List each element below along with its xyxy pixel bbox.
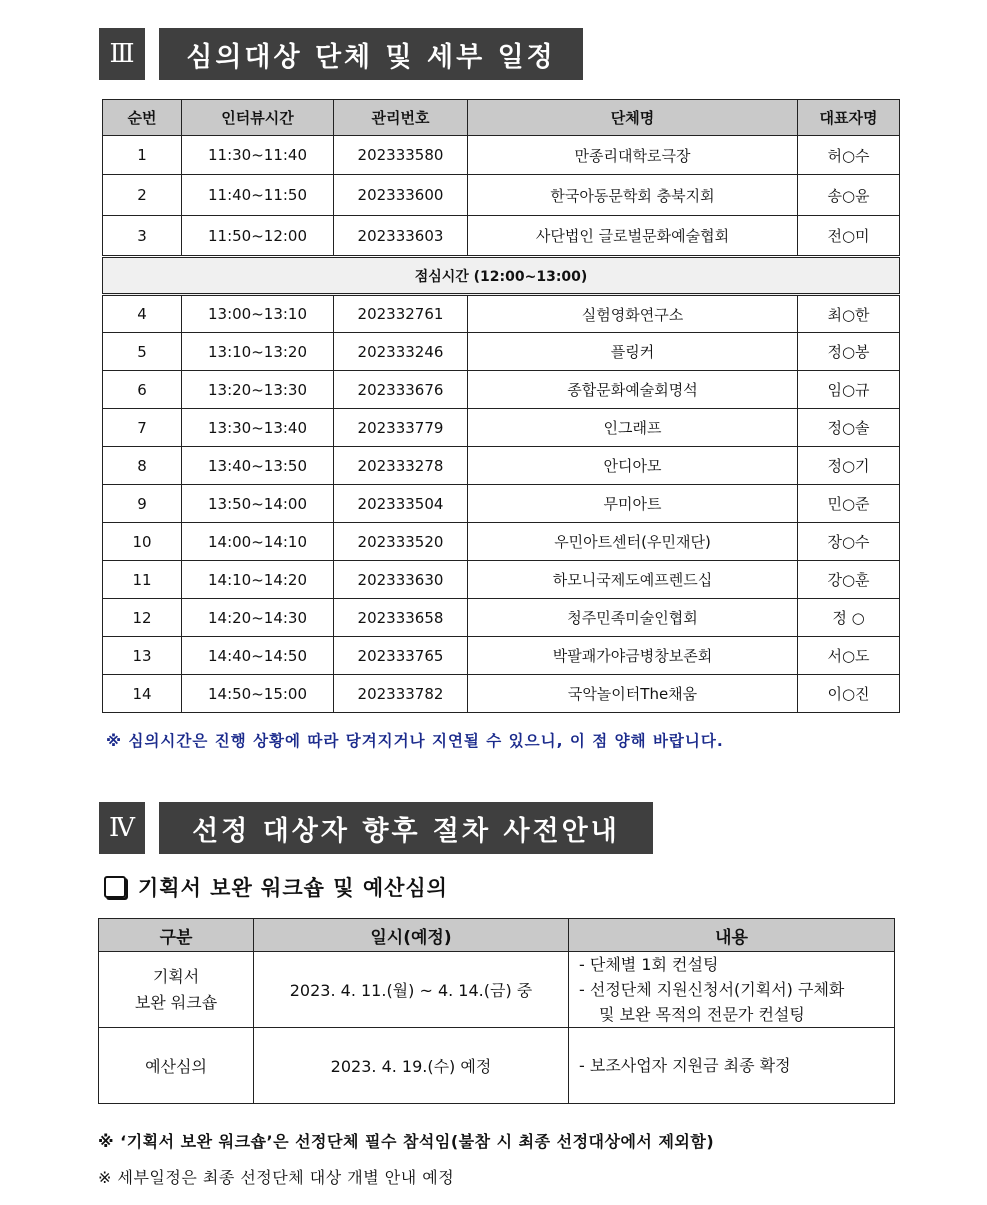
cell-number: 202333658	[334, 599, 468, 637]
cell-rep: 장○수	[798, 523, 900, 561]
cell-group: 국악놀이터The채움	[468, 675, 798, 713]
workshop-table	[98, 918, 895, 1104]
cell-order: 11	[103, 561, 182, 599]
table-row	[103, 295, 900, 333]
table-row	[103, 447, 900, 485]
checkbox-icon	[104, 876, 126, 898]
cell-group: 인그래프	[468, 409, 798, 447]
cell-group: 한국아동문학회 충북지회	[468, 175, 798, 216]
section-4-title: 선정 대상자 향후 절차 사전안내	[159, 802, 653, 854]
cell-group: 박팔괘가야금병창보존회	[468, 637, 798, 675]
cell-time: 13:40~13:50	[182, 447, 334, 485]
section-3-title: 심의대상 단체 및 세부 일정	[159, 28, 583, 80]
section-4-header	[99, 802, 653, 854]
content-line: - 단체별 1회 컨설팅	[579, 955, 719, 974]
cell-time: 13:10~13:20	[182, 333, 334, 371]
cell-time: 14:50~15:00	[182, 675, 334, 713]
cell-order: 13	[103, 637, 182, 675]
cell-date: 2023. 4. 11.(월) ~ 4. 14.(금) 중	[254, 952, 569, 1028]
cell-content	[569, 952, 895, 1028]
cell-rep: 이○진	[798, 675, 900, 713]
cell-rep: 송○윤	[798, 175, 900, 216]
cell-group: 우민아트센터(우민재단)	[468, 523, 798, 561]
cell-category: 예산심의	[99, 1028, 254, 1104]
footnote-schedule: ※ 세부일정은 최종 선정단체 대상 개별 안내 예정	[98, 1168, 455, 1187]
cell-number: 202333580	[334, 136, 468, 175]
cell-rep: 정 ○	[798, 599, 900, 637]
section-3-header	[99, 28, 583, 80]
subsection-title: 기획서 보완 워크숍 및 예산심의	[138, 876, 448, 900]
content-line: 및 보완 목적의 전문가 컨설팅	[599, 1005, 805, 1024]
table-row	[103, 561, 900, 599]
cell-order: 10	[103, 523, 182, 561]
cell-time: 14:10~14:20	[182, 561, 334, 599]
cell-rep: 강○훈	[798, 561, 900, 599]
cell-order: 3	[103, 216, 182, 257]
cell-rep: 허○수	[798, 136, 900, 175]
cell-category	[99, 952, 254, 1028]
cell-order: 5	[103, 333, 182, 371]
workshop-header-row	[99, 919, 895, 952]
cell-order: 8	[103, 447, 182, 485]
cell-order: 9	[103, 485, 182, 523]
cell-order: 1	[103, 136, 182, 175]
cell-order: 6	[103, 371, 182, 409]
cell-number: 202332761	[334, 295, 468, 333]
cell-time: 14:20~14:30	[182, 599, 334, 637]
cell-group: 청주민족미술인협회	[468, 599, 798, 637]
cell-order: 12	[103, 599, 182, 637]
cell-rep: 민○준	[798, 485, 900, 523]
table-row	[103, 371, 900, 409]
cell-time: 11:30~11:40	[182, 136, 334, 175]
schedule-table	[102, 99, 900, 713]
cell-group: 종합문화예술회명석	[468, 371, 798, 409]
cell-number: 202333603	[334, 216, 468, 257]
category-line: 기획서	[152, 966, 200, 986]
cell-number: 202333246	[334, 333, 468, 371]
table-row	[99, 1028, 895, 1104]
cell-date: 2023. 4. 19.(수) 예정	[254, 1028, 569, 1104]
cell-number: 202333278	[334, 447, 468, 485]
cell-rep: 정○기	[798, 447, 900, 485]
cell-number: 202333630	[334, 561, 468, 599]
cell-order: 2	[103, 175, 182, 216]
cell-time: 11:40~11:50	[182, 175, 334, 216]
header-group-name: 단체명	[468, 100, 798, 136]
header-content: 내용	[569, 919, 895, 952]
cell-group: 만종리대학로극장	[468, 136, 798, 175]
content-line: - 선정단체 지원신청서(기획서) 구체화	[579, 980, 845, 999]
header-interview-time: 인터뷰시간	[182, 100, 334, 136]
header-category: 구분	[99, 919, 254, 952]
cell-time: 11:50~12:00	[182, 216, 334, 257]
subsection-heading	[104, 872, 448, 902]
lunch-row	[103, 257, 900, 295]
cell-order: 7	[103, 409, 182, 447]
cell-number: 202333782	[334, 675, 468, 713]
cell-number: 202333765	[334, 637, 468, 675]
cell-content	[569, 1028, 895, 1104]
table-row	[99, 952, 895, 1028]
cell-time: 13:20~13:30	[182, 371, 334, 409]
cell-order: 4	[103, 295, 182, 333]
table-row	[103, 175, 900, 216]
cell-group: 사단법인 글로벌문화예술협회	[468, 216, 798, 257]
schedule-header-row	[103, 100, 900, 136]
content-line: - 보조사업자 지원금 최종 확정	[579, 1056, 791, 1075]
table-row	[103, 637, 900, 675]
schedule-note: ※ 심의시간은 진행 상황에 따라 당겨지거나 지연될 수 있으니, 이 점 양해 바랍니다.	[106, 732, 724, 750]
cell-rep: 임○규	[798, 371, 900, 409]
cell-group: 플링커	[468, 333, 798, 371]
cell-time: 13:30~13:40	[182, 409, 334, 447]
cell-number: 202333779	[334, 409, 468, 447]
cell-rep: 정○솔	[798, 409, 900, 447]
cell-group: 실험영화연구소	[468, 295, 798, 333]
table-row	[103, 333, 900, 371]
table-row	[103, 599, 900, 637]
cell-time: 13:50~14:00	[182, 485, 334, 523]
cell-group: 안디아모	[468, 447, 798, 485]
table-row	[103, 409, 900, 447]
cell-time: 13:00~13:10	[182, 295, 334, 333]
section-4-number: Ⅳ	[99, 802, 145, 854]
cell-rep: 서○도	[798, 637, 900, 675]
table-row	[103, 216, 900, 257]
cell-rep: 최○한	[798, 295, 900, 333]
cell-rep: 정○봉	[798, 333, 900, 371]
cell-number: 202333676	[334, 371, 468, 409]
table-row	[103, 485, 900, 523]
cell-number: 202333504	[334, 485, 468, 523]
cell-number: 202333520	[334, 523, 468, 561]
table-row	[103, 675, 900, 713]
cell-group: 하모니국제도예프렌드십	[468, 561, 798, 599]
header-order: 순번	[103, 100, 182, 136]
table-row	[103, 136, 900, 175]
footnote-required: ※ ‘기획서 보완 워크숍’은 선정단체 필수 참석임(불참 시 최종 선정대상에서 제외함)	[98, 1132, 715, 1151]
section-3-number: Ⅲ	[99, 28, 145, 80]
cell-number: 202333600	[334, 175, 468, 216]
lunch-time: 점심시간 (12:00~13:00)	[103, 257, 900, 295]
cell-group: 무미아트	[468, 485, 798, 523]
cell-rep: 전○미	[798, 216, 900, 257]
table-row	[103, 523, 900, 561]
cell-time: 14:40~14:50	[182, 637, 334, 675]
header-management-number: 관리번호	[334, 100, 468, 136]
header-date: 일시(예정)	[254, 919, 569, 952]
cell-time: 14:00~14:10	[182, 523, 334, 561]
cell-order: 14	[103, 675, 182, 713]
category-line: 보완 워크숍	[134, 992, 218, 1012]
header-representative: 대표자명	[798, 100, 900, 136]
